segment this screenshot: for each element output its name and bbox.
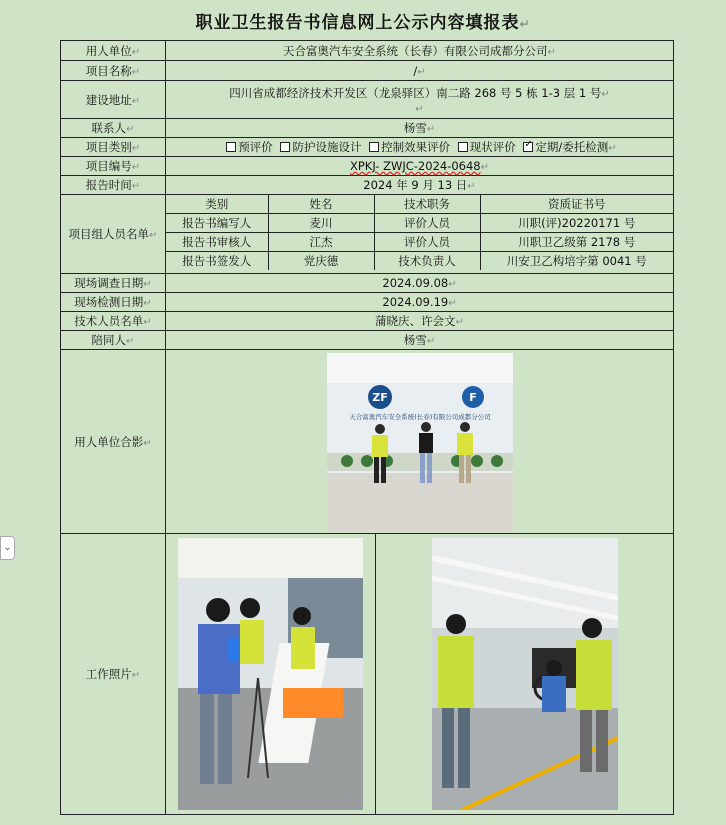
survey-date-value[interactable]: 2024.09.08↵ — [166, 274, 674, 293]
contact-value[interactable]: 杨雪↵ — [166, 119, 674, 138]
team-cert[interactable]: 川职卫乙级第 2178 号 — [480, 233, 673, 252]
row-team — [61, 195, 674, 274]
team-name[interactable]: 党庆德 — [268, 252, 374, 271]
team-cert[interactable]: 川安卫乙构培字第 0041 号 — [480, 252, 673, 271]
checkbox-checked-icon[interactable] — [523, 142, 533, 152]
row-project-no — [61, 157, 674, 176]
team-title[interactable]: 评价人员 — [374, 214, 480, 233]
survey-date-label: 现场调查日期↵ — [61, 274, 166, 293]
address-value[interactable]: 四川省成都经济技术开发区（龙泉驿区）南二路 268 号 5 栋 1-3 层 1 号↵ ↵ — [166, 81, 674, 119]
team-role[interactable]: 报告书编写人 — [166, 214, 268, 233]
test-date-label: 现场检测日期↵ — [61, 293, 166, 312]
category-options: 预评价 防护设施设计 控制效果评价 现状评价 ✓ 定期/委托检测↵ — [166, 138, 674, 157]
team-role[interactable]: 报告书审核人 — [166, 233, 268, 252]
category-option-control-effect[interactable]: 控制效果评价 — [365, 140, 450, 154]
team-header: 姓名 — [268, 195, 374, 214]
row-category — [61, 138, 674, 157]
report-date-label: 报告时间↵ — [61, 176, 166, 195]
category-option-status-eval[interactable]: 现状评价 — [454, 140, 516, 154]
form-table — [60, 40, 674, 815]
checkbox-icon[interactable] — [280, 142, 290, 152]
team-row — [166, 233, 673, 252]
work-photo-1[interactable] — [178, 538, 363, 810]
checkbox-icon[interactable] — [458, 142, 468, 152]
contact-label: 联系人↵ — [61, 119, 166, 138]
report-date-value[interactable]: 2024 年 9 月 13 日↵ — [166, 176, 674, 195]
svg-text:ZF: ZF — [371, 390, 388, 404]
team-header-row — [166, 195, 673, 214]
row-test-date — [61, 293, 674, 312]
row-escort — [61, 331, 674, 350]
team-header: 资质证书号 — [480, 195, 673, 214]
team-title[interactable]: 技术负责人 — [374, 252, 480, 271]
escort-label: 陪同人↵ — [61, 331, 166, 350]
work-photos-cell — [166, 534, 674, 815]
team-name[interactable]: 麦川 — [268, 214, 374, 233]
technicians-label: 技术人员名单↵ — [61, 312, 166, 331]
team-cert[interactable]: 川职(评)20220171 号 — [480, 214, 673, 233]
row-contact — [61, 119, 674, 138]
side-toggle-button[interactable] — [0, 536, 15, 560]
team-table-cell — [166, 195, 674, 274]
project-no-label: 项目编号↵ — [61, 157, 166, 176]
group-photo-label: 用人单位合影↵ — [61, 350, 166, 534]
team-table — [166, 195, 673, 270]
team-label: 项目组人员名单↵ — [61, 195, 166, 274]
team-row — [166, 214, 673, 233]
svg-text:F: F — [468, 390, 477, 404]
team-role[interactable]: 报告书签发人 — [166, 252, 268, 271]
project-name-label: 项目名称↵ — [61, 61, 166, 81]
employer-value[interactable]: 天合富奥汽车安全系统（长春）有限公司成都分公司↵ — [166, 41, 674, 61]
row-address — [61, 81, 674, 119]
company-sign-text: 天合富奥汽车安全系统(长春)有限公司成都分公司 — [348, 412, 491, 421]
row-survey-date — [61, 274, 674, 293]
project-name-value[interactable]: /↵ — [166, 61, 674, 81]
address-label: 建设地址↵ — [61, 81, 166, 119]
work-photo-2[interactable] — [432, 538, 618, 810]
team-header: 类别 — [166, 195, 268, 214]
row-technicians — [61, 312, 674, 331]
team-title[interactable]: 评价人员 — [374, 233, 480, 252]
checkbox-icon[interactable] — [226, 142, 236, 152]
team-header: 技术职务 — [374, 195, 480, 214]
category-label: 项目类别↵ — [61, 138, 166, 157]
group-photo[interactable] — [327, 353, 513, 531]
chevron-down-icon: ⌄ — [3, 542, 12, 553]
category-option-protection-design[interactable]: 防护设施设计 — [276, 140, 361, 154]
team-name[interactable]: 江杰 — [268, 233, 374, 252]
employer-label: 用人单位↵ — [61, 41, 166, 61]
row-employer — [61, 41, 674, 61]
project-no-value[interactable]: XPKJ- ZWJC-2024-0648↵ — [166, 157, 674, 176]
escort-value[interactable]: 杨雪↵ — [166, 331, 674, 350]
team-row — [166, 252, 673, 271]
work-photos-label: 工作照片↵ — [61, 534, 166, 815]
test-date-value[interactable]: 2024.09.19↵ — [166, 293, 674, 312]
page-title: 职业卫生报告书信息网上公示内容填报表↵ — [195, 13, 531, 33]
checkbox-icon[interactable] — [369, 142, 379, 152]
row-project-name — [61, 61, 674, 81]
row-group-photo — [61, 350, 674, 534]
group-photo-cell — [166, 350, 674, 534]
row-work-photos — [61, 534, 674, 815]
category-option-periodic-test[interactable]: ✓ 定期/委托检测 — [519, 140, 608, 154]
row-report-date — [61, 176, 674, 195]
category-option-pre-eval[interactable]: 预评价 — [222, 140, 273, 154]
technicians-value[interactable]: 蒲晓庆、许会文↵ — [166, 312, 674, 331]
